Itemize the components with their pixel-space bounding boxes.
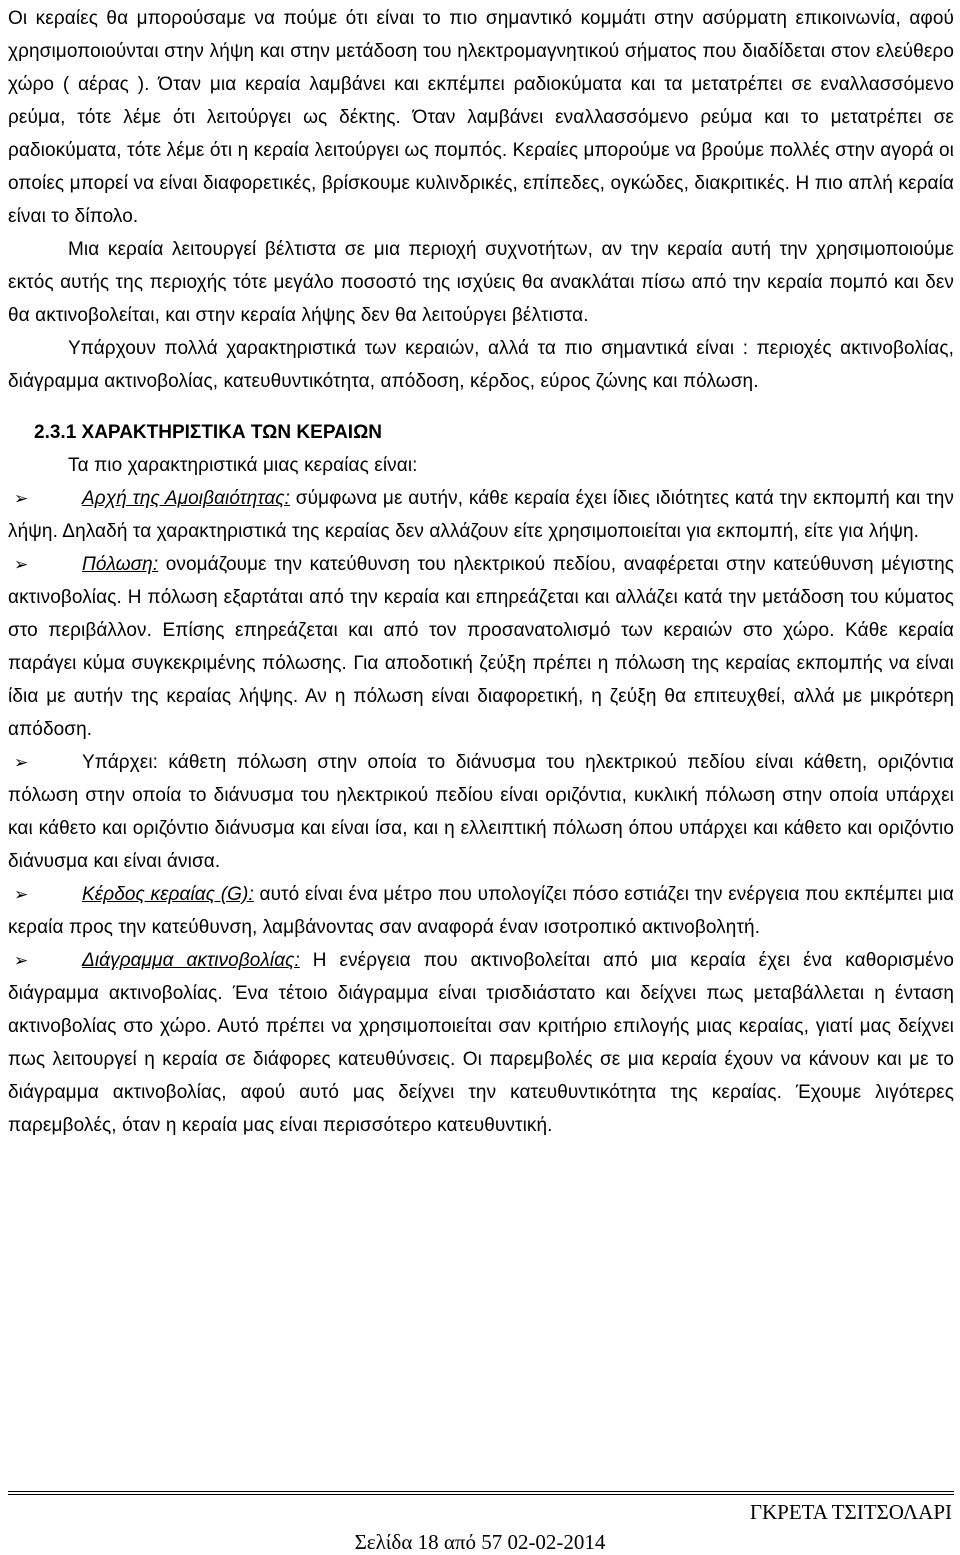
- term-radiation-pattern: Διάγραμμα ακτινοβολίας:: [82, 950, 300, 971]
- arrow-bullet-icon: ➢: [14, 489, 29, 508]
- arrow-bullet-icon: ➢: [14, 885, 29, 904]
- bullet-polarization: [8, 548, 954, 746]
- section-intro: Τα πιο χαρακτηριστικά μιας κεραίας είναι:: [68, 455, 418, 476]
- arrow-bullet-icon: ➢: [14, 753, 29, 772]
- paragraph-characteristics-list: Υπάρχουν πολλά χαρακτηριστικά των κεραιών, αλλά τα πιο σημαντικά είναι : περιοχές ακτινοβολίας, διάγραμμα ακτινοβολίας, κατευθυντικότητα, απόδοση, κέρδος, εύρος ζώνης και πόλωση.: [8, 338, 954, 392]
- paragraph-frequency-range: Μια κεραία λειτουργεί βέλτιστα σε μια περιοχή συχνοτήτων, αν την κεραία αυτή την χρησιμοποιούμε εκτός αυτής της περιοχής τότε μεγάλο ποσοστό της ισχύεις θα ανακλάται πίσω από την κεραία πομπό και δεν θα ακτινοβολείται, και στην κεραία λήψης δεν θα λειτούργει βέλτιστα.: [8, 239, 954, 326]
- bullet-text: αυτό είναι ένα μέτρο που υπολογίζει πόσο εστιάζει την ενέργεια που εκπέμπει μια κεραία προς την κατεύθυνση, λαμβάνοντας σαν αναφορά έναν ισοτροπικό ακτινοβολητή.: [8, 884, 954, 938]
- bullet-text: Υπάρχει: κάθετη πόλωση στην οποία το διάνυσμα του ηλεκτρικού πεδίου είναι κάθετη, οριζόντια πόλωση στην οποία το διάνυσμα του ηλεκτρικού πεδίου είναι οριζόντια, κυκλική πόλωση στην οποία υπάρχει και κάθετο και οριζόντιο διάνυσμα και είναι ίσα, και η ελλειπτική πόλωση όπου υπάρχει και κάθετο και οριζόντιο διάνυσμα και είναι άνισα.: [8, 752, 954, 872]
- bullet-text: ονομάζουμε την κατεύθυνση του ηλεκτρικού πεδίου, αναφέρεται στην κατεύθυνση μέγιστης ακτινοβολίας. Η πόλωση εξαρτάται από την κεραία και επηρεάζεται και αλλάζει κατά την μετάδοση του κύματος στο περιβάλλον. Επίσης επηρεάζεται και από τον προσανατολισμό των κεραιών στο χώρο. Κάθε κεραία παράγει κύμα συγκεκριμένης πόλωσης. Για αποδοτική ζεύξη πρέπει η πόλωση της κεραίας εκπομπής να είναι ίδια με αυτήν της κεραίας λήψης. Αν η πόλωση είναι διαφορετική, η ζεύξη θα επιτευχθεί, αλλά με μικρότερη απόδοση.: [8, 554, 954, 740]
- bullet-text: σύμφωνα με αυτήν, κάθε κεραία έχει ίδιες ιδιότητες κατά την εκπομπή και την λήψη. Δηλαδή τα χαρακτηριστικά της κεραίας δεν αλλάζουν είτε χρησιμοποιείται για εκπομπή, είτε για λήψη.: [8, 488, 954, 542]
- bullet-text: Η ενέργεια που ακτινοβολείται από μια κεραία έχει ένα καθορισμένο διάγραμμα ακτινοβολίας. Ένα τέτοιο διάγραμμα είναι τρισδιάστατο και δείχνει πως μεταβάλλεται η ένταση ακτινοβολίας στο χώρο. Αυτό πρέπει να χρησιμοποιείται σαν κριτήριο επιλογής μιας κεραίας, γιατί μας δείχνει πως λειτουργεί η κεραία σε διάφορες κατευθύνσεις. Οι παρεμβολές σε μια κεραία έχουν να κάνουν και με το διάγραμμα ακτινοβολίας, αφού αυτό μας δείχνει την κατευθυντικότητα της κεραίας. Έχουμε λιγότερες παρεμβολές, όταν η κεραία μας είναι περισσότερο κατευθυντική.: [8, 950, 955, 1136]
- document-page: [8, 2, 954, 1142]
- bullet-reciprocity: [8, 482, 954, 548]
- footer-page-info: Σελίδα 18 από 57 02-02-2014: [354, 1530, 606, 1554]
- term-polarization: Πόλωση:: [82, 554, 159, 575]
- arrow-bullet-icon: ➢: [14, 555, 29, 574]
- section-heading: 2.3.1 ΧΑΡΑΚΤΗΡΙΣΤΙΚΑ ΤΩΝ ΚΕΡΑΙΩΝ: [34, 422, 383, 443]
- term-gain: Κέρδος κεραίας (G):: [82, 884, 254, 905]
- arrow-bullet-icon: ➢: [14, 951, 29, 970]
- paragraph-antennas-intro: Οι κεραίες θα μπορούσαμε να πούμε ότι είναι το πιο σημαντικό κομμάτι στην ασύρματη επικοινωνία, αφού χρησιμοποιούνται στην λήψη και στην μετάδοση του ηλεκτρομαγνητικού σήματος που διαδίδεται στον ελεύθερο χώρο ( αέρας ). Όταν μια κεραία λαμβάνει και εκπέμπει ραδιοκύματα και τα μετατρέπει σε εναλλασσόμενο ρεύμα, τότε λέμε ότι λειτούργει ως δέκτης. Όταν λαμβάνει εναλλασσόμενο ρεύμα και το μετατρέπει σε ραδιοκύματα, τότε λέμε ότι η κεραία λειτούργει ως πομπός. Κεραίες μπορούμε να βρούμε πολλές στην αγορά οι οποίες μπορεί να είναι διαφορετικές, βρίσκουμε κυλινδρικές, επίπεδες, ογκώδες, διακριτικές. Η πιο απλή κεραία είναι το δίπολο.: [8, 8, 954, 227]
- footer-author: ΓΚΡΕΤΑ ΤΣΙΤΣΟΛΑΡΙ: [749, 1500, 952, 1524]
- term-reciprocity: Αρχή της Αμοιβαιότητας:: [82, 488, 291, 509]
- footer-divider: [8, 1491, 954, 1495]
- bullet-radiation-pattern: [8, 944, 954, 1142]
- bullet-polarization-types: [8, 746, 954, 878]
- bullet-gain: [8, 878, 954, 944]
